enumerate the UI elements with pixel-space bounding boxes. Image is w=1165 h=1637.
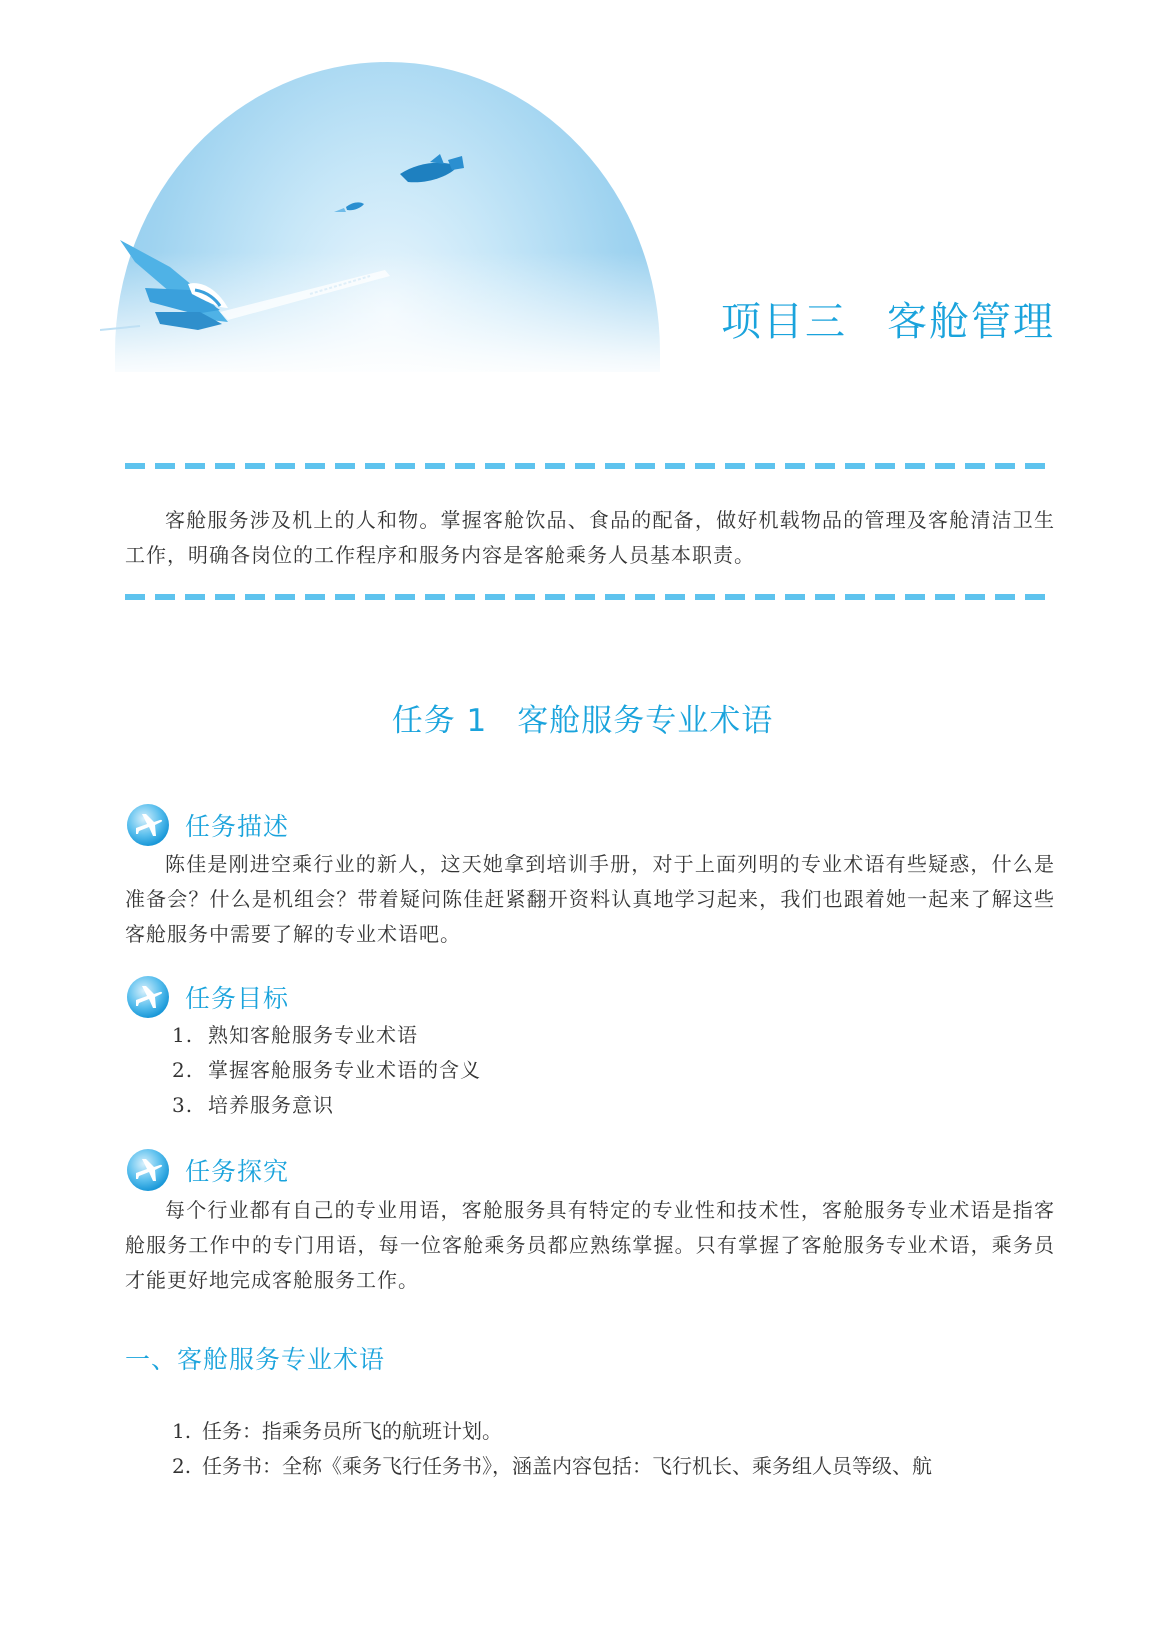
dashed-divider-top [125,463,1055,469]
exploration-paragraph: 每个行业都有自己的专业用语，客舱服务具有特定的专业性和技术性，客舱服务专业术语是指客舱服务工作中的专门用语，每一位客舱乘务员都应熟练掌握。只有掌握了客舱服务专业术语，乘务员才能更好地完成客舱服务工作。 [125,1198,1055,1292]
project-number: 项目三 [721,299,847,345]
description-paragraph: 陈佳是刚进空乘行业的新人，这天她拿到培训手册，对于上面列明的专业术语有些疑惑，什么是准备会？什么是机组会？带着疑问陈佳赶紧翻开资料认真地学习起来，我们也跟着她一起来了解这些客舱服务中需要了解的专业术语吧。 [125,852,1055,946]
task-number: 任务 1 [391,703,488,739]
section-label-exploration: 任务探究 [185,1157,290,1186]
list-item: 1. 熟知客舱服务专业术语 [172,1023,418,1047]
airplane-badge-icon [125,974,171,1020]
header-illustration [100,62,665,372]
intro-paragraph: 客舱服务涉及机上的人和物。掌握客舱饮品、食品的配备，做好机载物品的管理及客舱清洁卫生工作，明确各岗位的工作程序和服务内容是客舱乘务人员基本职责。 [125,508,1055,567]
terms-list [172,1414,1055,1484]
project-title [721,290,1055,347]
list-item: 2. 掌握客舱服务专业术语的含义 [172,1058,481,1082]
section-label-description: 任务描述 [185,812,290,841]
airplane-illustration [100,62,665,372]
heading-cabin-terms: 一、客舱服务专业术语 [125,1345,386,1374]
task-title [0,695,1165,740]
section-heading-objectives [125,972,289,1022]
section-heading-description [125,800,289,850]
section-label-objectives: 任务目标 [185,984,290,1013]
task-name: 客舱服务专业术语 [517,703,774,739]
list-item: 2. 任务书：全称《乘务飞行任务书》，涵盖内容包括：飞行机长、乘务组人员等级、航 [172,1454,932,1478]
dashed-divider-bottom [125,594,1055,600]
list-item: 1. 任务：指乘务员所飞的航班计划。 [172,1419,502,1443]
list-item: 3. 培养服务意识 [172,1093,334,1117]
objectives-list [172,1018,481,1123]
airplane-badge-icon [125,1147,171,1193]
airplane-badge-icon [125,802,171,848]
section-heading-exploration [125,1145,289,1195]
project-name: 客舱管理 [887,299,1055,345]
